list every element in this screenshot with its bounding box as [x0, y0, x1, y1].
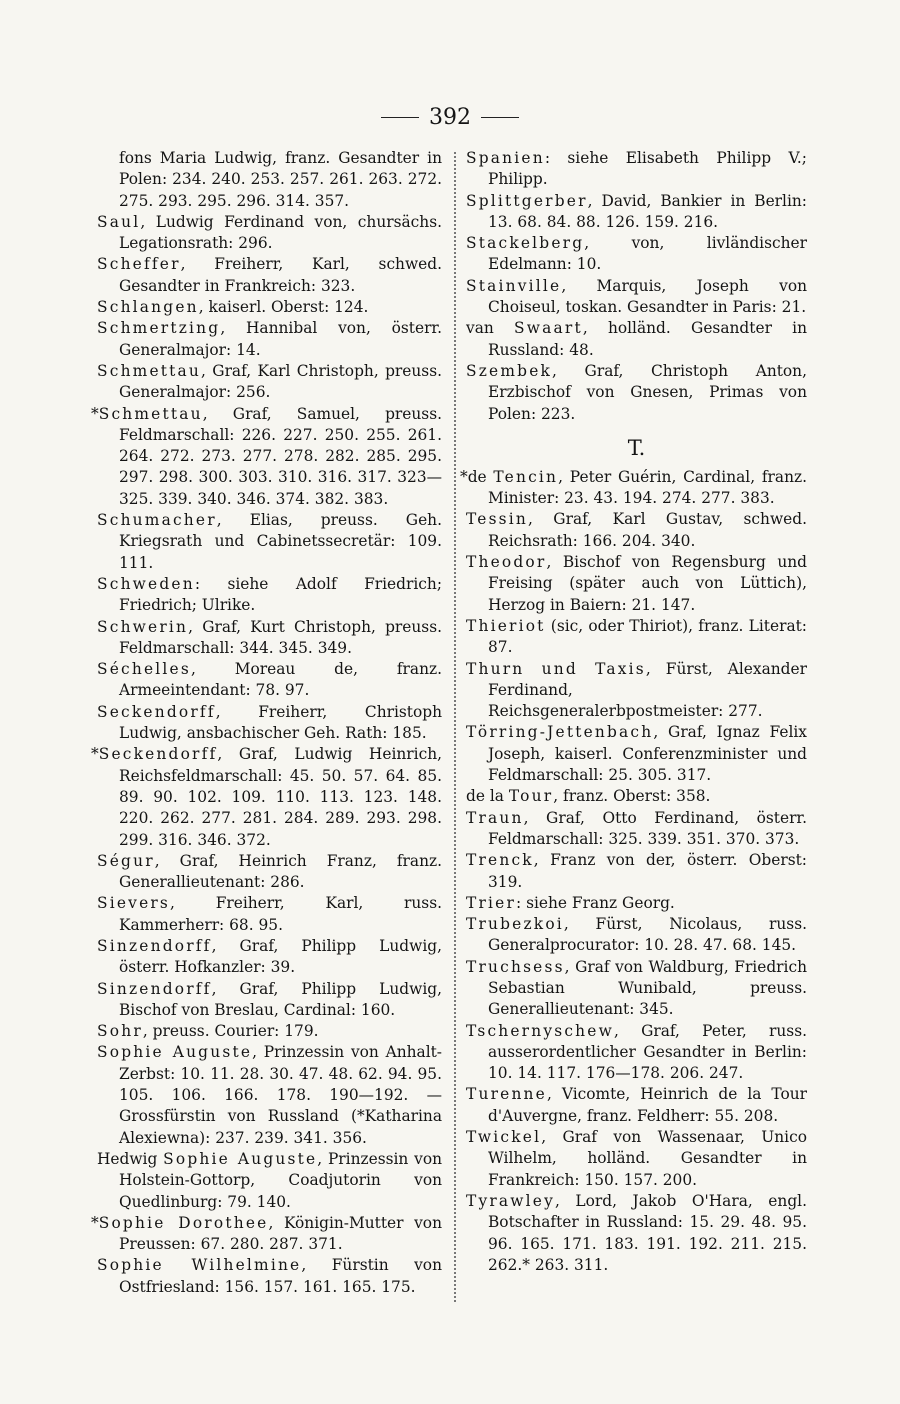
entry-name: Tencin	[493, 467, 559, 486]
index-entry	[97, 617, 442, 660]
index-entry	[466, 616, 807, 659]
index-entry	[466, 233, 807, 276]
header-rule-left	[381, 117, 419, 118]
entry-text: : siehe Franz Georg.	[516, 893, 675, 912]
entry-name: Sinzendorff	[97, 936, 212, 955]
index-entry	[97, 574, 442, 617]
entry-name: Trier	[466, 893, 517, 912]
entry-text: , Graf, Karl Christoph, preuss. Generalmajor: 256.	[119, 361, 442, 402]
entry-text: (sic, oder Thiriot), franz. Literat: 87.	[488, 616, 807, 657]
index-entry	[466, 509, 807, 552]
index-column-left	[91, 148, 443, 1308]
index-entry	[97, 702, 442, 745]
entry-name: Seckendorff	[97, 702, 216, 721]
index-entry	[97, 1021, 442, 1042]
index-entry	[97, 212, 442, 255]
entry-name: Seckendorff	[98, 745, 218, 764]
entry-text: , Prinzessin von Anhalt-Zerbst: 10. 11. 28. 30. 47. 48. 62. 94. 95. 105. 106. 166. 178. 190—192. — Grossfürstin von Russland (*Katharina Alexiewna): 237. 239. 341. 356.	[119, 1043, 443, 1147]
entry-name: Trubezkoi	[466, 915, 564, 934]
page-header	[0, 100, 900, 134]
entry-text: , Fürst, Nicolaus, russ. Generalprocurator: 10. 28. 47. 68. 145.	[488, 915, 807, 955]
index-entry	[466, 361, 807, 425]
entry-name: Schlangen	[97, 298, 199, 317]
entry-text: , Peter Guérin, Cardinal, franz. Minister: 23. 43. 194. 274. 277. 383.	[488, 467, 807, 508]
index-column-right	[460, 148, 807, 1308]
index-entry	[97, 318, 442, 361]
entry-text: , Freiherr, Karl, schwed. Gesandter in Frankreich: 323.	[119, 255, 442, 295]
index-entry	[466, 552, 807, 616]
entry-text: , Graf, Kurt Christoph, preuss. Feldmarschall: 344. 345. 349.	[119, 617, 442, 657]
index-entry	[466, 1084, 807, 1127]
index-entry	[97, 148, 442, 212]
entry-name: Stainville	[466, 276, 562, 295]
entry-name: Schweden	[97, 574, 195, 593]
entry-text: , Lord, Jakob O'Hara, engl. Botschafter in Russland: 15. 29. 48. 95. 96. 165. 171. 183. 191. 192. 211. 215. 262.* 263. 311.	[488, 1191, 807, 1274]
index-entry	[91, 404, 442, 510]
entry-text: , Graf, Otto Ferdinand, österr. Feldmarschall: 325. 339. 351. 370. 373.	[488, 808, 807, 848]
entry-text: , preuss. Courier: 179.	[142, 1022, 319, 1041]
entry-text: , Graf, Philipp Ludwig, österr. Hofkanzler: 39.	[119, 936, 442, 977]
entry-prefix: de la	[466, 787, 509, 806]
entry-text: , Prinzessin von Holstein-Gottorp, Coadjutorin von Quedlinburg: 79. 140.	[119, 1149, 442, 1211]
entry-prefix: van	[466, 319, 515, 338]
entry-name: Tschernyschew	[466, 1021, 614, 1040]
entry-name: Twickel	[466, 1128, 542, 1147]
index-entry	[466, 1127, 807, 1191]
index-entry	[466, 659, 807, 723]
entry-text: , Franz von der, österr. Oberst: 319.	[488, 851, 807, 891]
index-entry	[466, 276, 807, 319]
entry-name: Truchsess	[466, 957, 565, 976]
entry-name: Sophie Auguste	[163, 1149, 318, 1168]
entry-text: , franz. Oberst: 358.	[553, 787, 711, 806]
index-entry	[466, 786, 807, 807]
entry-text: , Bischof von Regensburg und Freising (später auch von Lüttich), Herzog in Baiern: 21. 147.	[488, 553, 807, 614]
header-rule-right	[481, 117, 519, 118]
entry-name: Splittgerber	[466, 191, 588, 210]
entry-name: Stackelberg	[466, 234, 585, 253]
entry-text: , Graf, Karl Gustav, schwed. Reichsrath: 166. 204. 340.	[488, 510, 807, 550]
entry-text: , Graf, Philipp Ludwig, Bischof von Breslau, Cardinal: 160.	[119, 979, 442, 1019]
entry-name: Spanien	[466, 149, 545, 167]
entry-text: , Graf, Heinrich Franz, franz. Generallieutenant: 286.	[119, 851, 442, 892]
index-entry	[97, 1149, 442, 1213]
index-entry	[466, 914, 807, 957]
entry-name: Theodor	[466, 553, 547, 572]
entry-name: Turenne	[466, 1085, 547, 1104]
index-entry	[466, 1021, 807, 1085]
index-entry	[97, 936, 442, 979]
entry-text: , kaiserl. Oberst: 124.	[198, 298, 369, 317]
entry-text: , Vicomte, Heinrich de la Tour d'Auvergne, franz. Feldherr: 55. 208.	[488, 1085, 807, 1125]
entry-text: , Graf, Peter, russ. ausserordentlicher Gesandter in Berlin: 10. 14. 117. 176—178. 206. 247.	[488, 1021, 807, 1083]
entry-prefix: *	[91, 1213, 99, 1232]
entry-text: fons Maria Ludwig, franz. Gesandter in Polen: 234. 240. 253. 257. 261. 263. 272. 275. 293. 295. 296. 314. 357.	[119, 149, 442, 210]
entry-name: Schwerin	[97, 617, 189, 636]
entry-prefix: *	[91, 745, 99, 764]
entry-name: Schumacher	[97, 511, 217, 530]
index-entry	[466, 722, 807, 786]
entry-text: , Graf, Ignaz Felix Joseph, kaiserl. Conferenzminister und Feldmarschall: 25. 305. 317.	[488, 723, 807, 785]
entry-name: Thieriot	[466, 616, 546, 635]
entry-text: , Graf, Samuel, preuss. Feldmarschall: 226. 227. 250. 255. 261. 264. 272. 273. 277. 278. 282. 285. 295. 297. 298. 300. 303. 310. 316. 317. 323—325. 339. 340. 346. 374. 382. 383.	[119, 404, 442, 508]
entry-name: Saul	[97, 212, 141, 231]
entry-text: , Freiherr, Christoph Ludwig, ansbachischer Geh. Rath: 185.	[119, 702, 442, 743]
index-entry	[466, 893, 807, 914]
index-entry	[466, 957, 807, 1021]
index-section-t	[460, 467, 807, 1276]
entry-name: Tyrawley	[466, 1191, 555, 1210]
entry-text: , holländ. Gesandter in Russland: 48.	[488, 319, 807, 359]
index-entry	[91, 1213, 442, 1256]
entry-name: Swaart	[514, 319, 583, 338]
index-entry	[97, 510, 442, 574]
index-entry	[466, 1191, 807, 1276]
entry-name: Traun	[466, 808, 524, 827]
index-entry	[466, 191, 807, 234]
entry-text: , Freiherr, Karl, russ. Kammerherr: 68. 95.	[119, 894, 442, 934]
column-divider	[454, 152, 456, 1302]
index-entry	[91, 744, 442, 850]
entry-name: Sophie Auguste	[97, 1043, 253, 1062]
entry-prefix: *de	[460, 467, 494, 486]
entry-name: Séchelles	[97, 660, 191, 679]
entry-text: , Elias, preuss. Geh. Kriegsrath und Cabinetssecretär: 109. 111.	[119, 511, 442, 572]
entry-name: Tessin	[466, 510, 529, 529]
index-entry	[97, 1042, 442, 1148]
entry-name: Scheffer	[97, 255, 181, 274]
entry-name: Schmettau	[98, 404, 203, 423]
entry-name: Sophie Dorothee	[98, 1213, 269, 1232]
entry-name: Schmertzing	[97, 319, 221, 338]
entry-name: Sophie Wilhelmine	[97, 1256, 302, 1275]
index-entry	[97, 851, 442, 894]
entry-text: , Moreau de, franz. Armeeintendant: 78. 97.	[119, 660, 442, 700]
entry-text: , Ludwig Ferdinand von, chursächs. Legationsrath: 296.	[119, 212, 442, 253]
page-number: 392	[429, 104, 471, 130]
section-letter-heading: T.	[627, 435, 646, 460]
entry-name: Thurn und Taxis	[466, 659, 646, 678]
entry-text: : siehe Elisabeth Philipp V.; Philipp.	[488, 149, 807, 189]
index-entry	[97, 893, 442, 936]
index-entry	[97, 1255, 442, 1298]
index-entry	[97, 254, 442, 297]
entry-name: Szembek	[466, 361, 553, 380]
entry-text: , Hannibal von, österr. Generalmajor: 14.	[119, 319, 442, 359]
entry-name: Sinzendorff	[97, 979, 212, 998]
entry-name: Sohr	[97, 1022, 143, 1041]
entry-name: Törring-Jettenbach	[466, 723, 654, 742]
index-entry	[466, 850, 807, 893]
entry-name: Trenck	[466, 851, 534, 870]
index-entry	[97, 659, 442, 702]
index-entry	[466, 148, 807, 191]
entry-text: : siehe Adolf Friedrich; Friedrich; Ulrike.	[119, 574, 442, 615]
index-entry	[97, 979, 442, 1022]
entry-name: Tour	[508, 787, 554, 806]
entry-text: , Graf von Waldburg, Friedrich Sebastian Wunibald, preuss. Generallieutenant: 345.	[488, 957, 807, 1019]
index-entry	[97, 297, 442, 318]
entry-text: , Graf, Christoph Anton, Erzbischof von Gnesen, Primas von Polen: 223.	[488, 361, 807, 423]
entry-text: , Graf, Ludwig Heinrich, Reichsfeldmarschall: 45. 50. 57. 64. 85. 89. 90. 102. 109. 110. 113. 123. 148. 220. 262. 277. 281. 284. 289. 293. 298. 299. 316. 346. 372.	[119, 745, 442, 849]
entry-name: Schmettau	[97, 361, 202, 380]
entry-text: , Marquis, Joseph von Choiseul, toskan. Gesandter in Paris: 21.	[488, 276, 807, 317]
index-entry	[466, 808, 807, 851]
index-section-s-continued	[466, 148, 807, 425]
index-entry	[97, 361, 442, 404]
entry-text: , Fürst, Alexander Ferdinand, Reichsgeneralerbpostmeister: 277.	[488, 659, 807, 721]
entry-text: , von, livländischer Edelmann: 10.	[488, 234, 807, 274]
entry-prefix: *	[91, 404, 99, 423]
entry-text: , Fürstin von Ostfriesland: 156. 157. 161. 165. 175.	[119, 1256, 442, 1296]
index-entry	[466, 318, 807, 361]
entry-prefix: Hedwig	[97, 1149, 164, 1168]
entry-name: Ségur	[97, 851, 155, 870]
entry-text: , David, Bankier in Berlin: 13. 68. 84. 88. 126. 159. 216.	[488, 191, 807, 231]
entry-text: , Graf von Wassenaar, Unico Wilhelm, holländ. Gesandter in Frankreich: 150. 157. 200.	[488, 1128, 807, 1189]
entry-text: , Königin-Mutter von Preussen: 67. 280. 287. 371.	[119, 1213, 442, 1254]
index-entry	[460, 467, 807, 510]
entry-name: Sievers	[97, 894, 171, 913]
